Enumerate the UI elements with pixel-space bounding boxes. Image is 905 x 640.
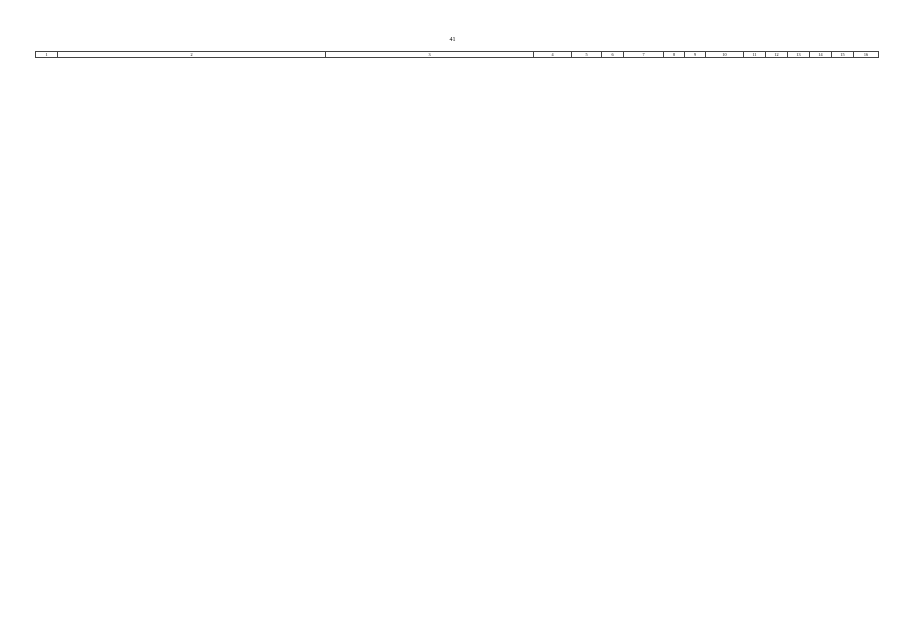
column-number-row <box>36 52 879 58</box>
column-number-6: 6 <box>602 52 624 58</box>
column-number-10: 10 <box>706 52 744 58</box>
column-number-4: 4 <box>534 52 572 58</box>
column-number-2: 2 <box>58 52 326 58</box>
column-number-15: 15 <box>832 52 854 58</box>
repair-register-sheet <box>35 51 878 631</box>
column-number-9: 9 <box>685 52 706 58</box>
column-number-1: 1 <box>36 52 58 58</box>
column-number-13: 13 <box>788 52 810 58</box>
column-number-8: 8 <box>664 52 685 58</box>
column-number-7: 7 <box>624 52 664 58</box>
column-number-3: 3 <box>326 52 534 58</box>
column-number-14: 14 <box>810 52 832 58</box>
repair-register-table <box>35 51 879 58</box>
column-number-11: 11 <box>744 52 766 58</box>
page-number: 41 <box>449 37 456 43</box>
column-number-16: 16 <box>854 52 879 58</box>
column-number-12: 12 <box>766 52 788 58</box>
column-number-5: 5 <box>572 52 602 58</box>
